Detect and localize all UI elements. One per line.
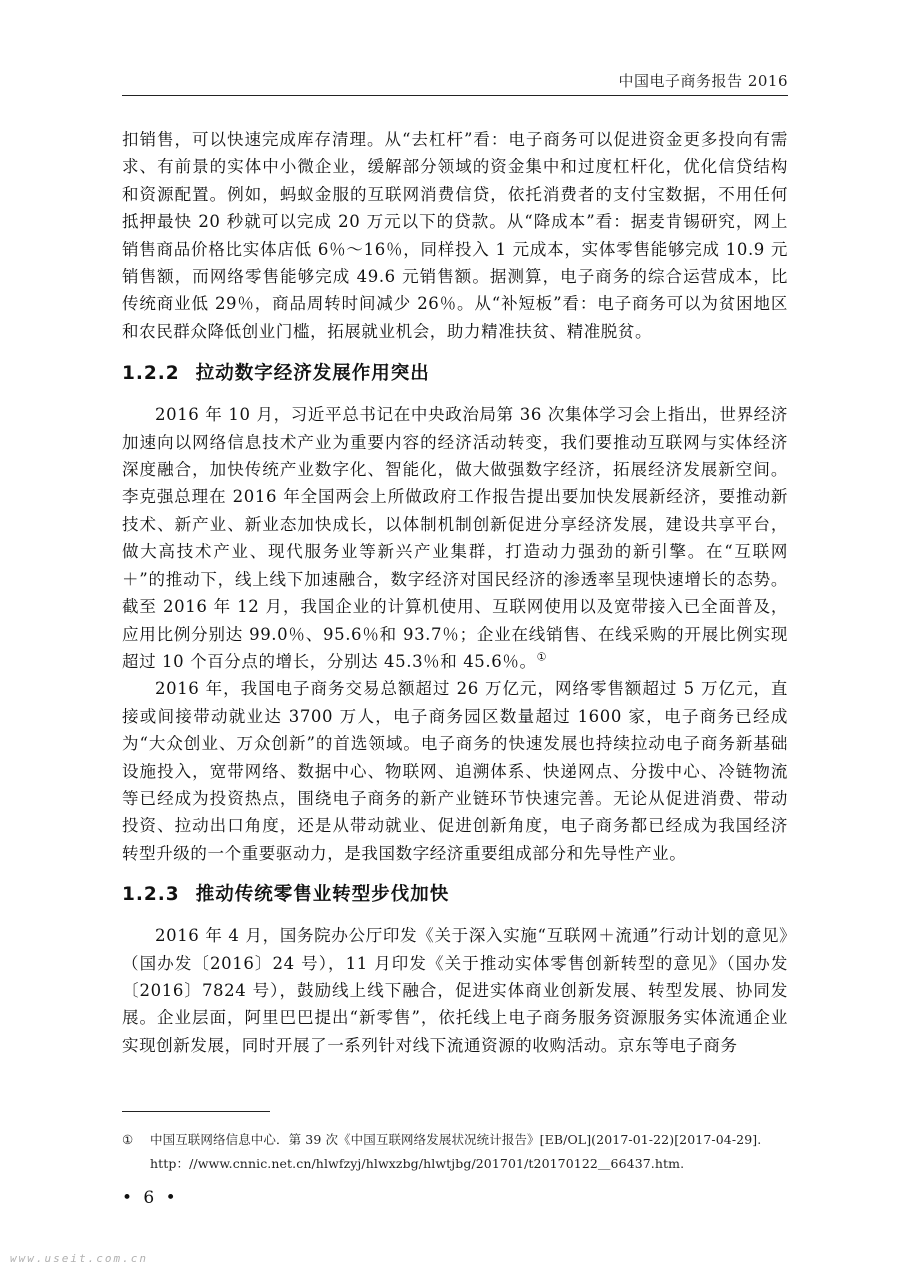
section-title: 推动传统零售业转型步伐加快 bbox=[195, 884, 450, 906]
footnote-rule bbox=[122, 1111, 270, 1112]
page-number: • 6 • bbox=[122, 1188, 179, 1208]
footnote-text: 中国互联网络信息中心．第 39 次《中国互联网络发展状况统计报告》[EB/OL](2017-01-22)[2017-04-29]. bbox=[150, 1132, 762, 1147]
footnote-url[interactable]: http：//www.cnnic.net.cn/hlwfzyj/hlwxzbg/hlwtjbg/201701/t20170122＿66437.htm. bbox=[150, 1156, 685, 1171]
section-title: 拉动数字经济发展作用突出 bbox=[195, 363, 430, 385]
header-rule bbox=[122, 95, 788, 96]
footnote bbox=[122, 1128, 788, 1176]
section-number: 1.2.2 bbox=[122, 363, 180, 385]
footnote-mark: ① bbox=[122, 1132, 134, 1147]
watermark: www.useit.com.cn bbox=[10, 1252, 148, 1265]
paragraph-retail-transformation: 2016 年 4 月，国务院办公厅印发《关于深入实施“互联网＋流通”行动计划的意见》（国办发〔2016〕24 号），11 月印发《关于推动实体零售创新转型的意见》（国办发〔2016〕7824 号），鼓励线上线下融合，促进实体商业创新发展、转型发展、协同发展。企业层面，阿里巴巴提出“新零售”，依托线上电子商务服务资源服务实体流通企业实现创新发展，同时开展了一系列针对线下流通资源的收购活动。京东等电子商务 bbox=[122, 926, 788, 1055]
paragraph-text: 2016 年 10 月，习近平总书记在中央政治局第 36 次集体学习会上指出，世界经济加速向以网络信息技术产业为重要内容的经济活动转变，我们要推动互联网与实体经济深度融合，加快传统产业数字化、智能化，做大做强数字经济，拓展经济发展新空间。李克强总理在 2016 年全国两会上所做政府工作报告提出要加快发展新经济，要推动新技术、新产业、新业态加快成长，以体制机制创新促进分享经济发展，建设共享平台，做大高技术产业、现代服务业等新兴产业集群，打造动力强劲的新引擎。在“互联网＋”的推动下，线上线下加速融合，数字经济对国民经济的渗透率呈现快速增长的态势。截至 2016 年 12 月，我国企业的计算机使用、互联网使用以及宽带接入已全面普及，应用比例分别达 99.0％、95.6％和 93.7％；企业在线销售、在线采购的开展比例实现超过 10 个百分点的增长，分别达 45.3％和 45.6％。 bbox=[122, 405, 788, 671]
section-number: 1.2.3 bbox=[122, 884, 180, 906]
section-heading-1-2-3 bbox=[122, 881, 788, 908]
footnote-reference[interactable]: ① bbox=[536, 650, 548, 664]
section-heading-1-2-2 bbox=[122, 360, 788, 387]
paragraph-digital-economy bbox=[122, 401, 788, 675]
paragraph-ecommerce-scale: 2016 年，我国电子商务交易总额超过 26 万亿元，网络零售额超过 5 万亿元，直接或间接带动就业达 3700 万人，电子商务园区数量超过 1600 家，电子商务已经成为“大众创业、万众创新”的首选领域。电子商务的快速发展也持续拉动电子商务新基础设施投入，宽带网络、数据中心、物联网、追溯体系、快递网点、分拨中心、冷链物流等已经成为投资热点，围绕电子商务的新产业链环节快速完善。无论从促进消费、带动投资、拉动出口角度，还是从带动就业、促进创新角度，电子商务都已经成为我国经济转型升级的一个重要驱动力，是我国数字经济重要组成部分和先导性产业。 bbox=[122, 679, 788, 863]
footnote-line bbox=[122, 1128, 788, 1152]
paragraph-continued: 扣销售，可以快速完成库存清理。从“去杠杆”看：电子商务可以促进资金更多投向有需求、有前景的实体中小微企业，缓解部分领域的资金集中和过度杠杆化，优化信贷结构和资源配置。例如，蚂蚁金服的互联网消费信贷，依托消费者的支付宝数据，不用任何抵押最快 20 秒就可以完成 20 万元以下的贷款。从“降成本”看：据麦肯锡研究，网上销售商品价格比实体店低 6％～16％，同样投入 1 元成本，实体零售能够完成 10.9 元销售额，而网络零售能够完成 49.6 元销售额。据测算，电子商务的综合运营成本，比传统商业低 29％，商品周转时间减少 26％。从“补短板”看：电子商务可以为贫困地区和农民群众降低创业门槛，拓展就业机会，助力精准扶贫、精准脱贫。 bbox=[122, 130, 788, 341]
running-header: 中国电子商务报告 2016 bbox=[618, 72, 788, 90]
body-content bbox=[122, 126, 788, 1059]
